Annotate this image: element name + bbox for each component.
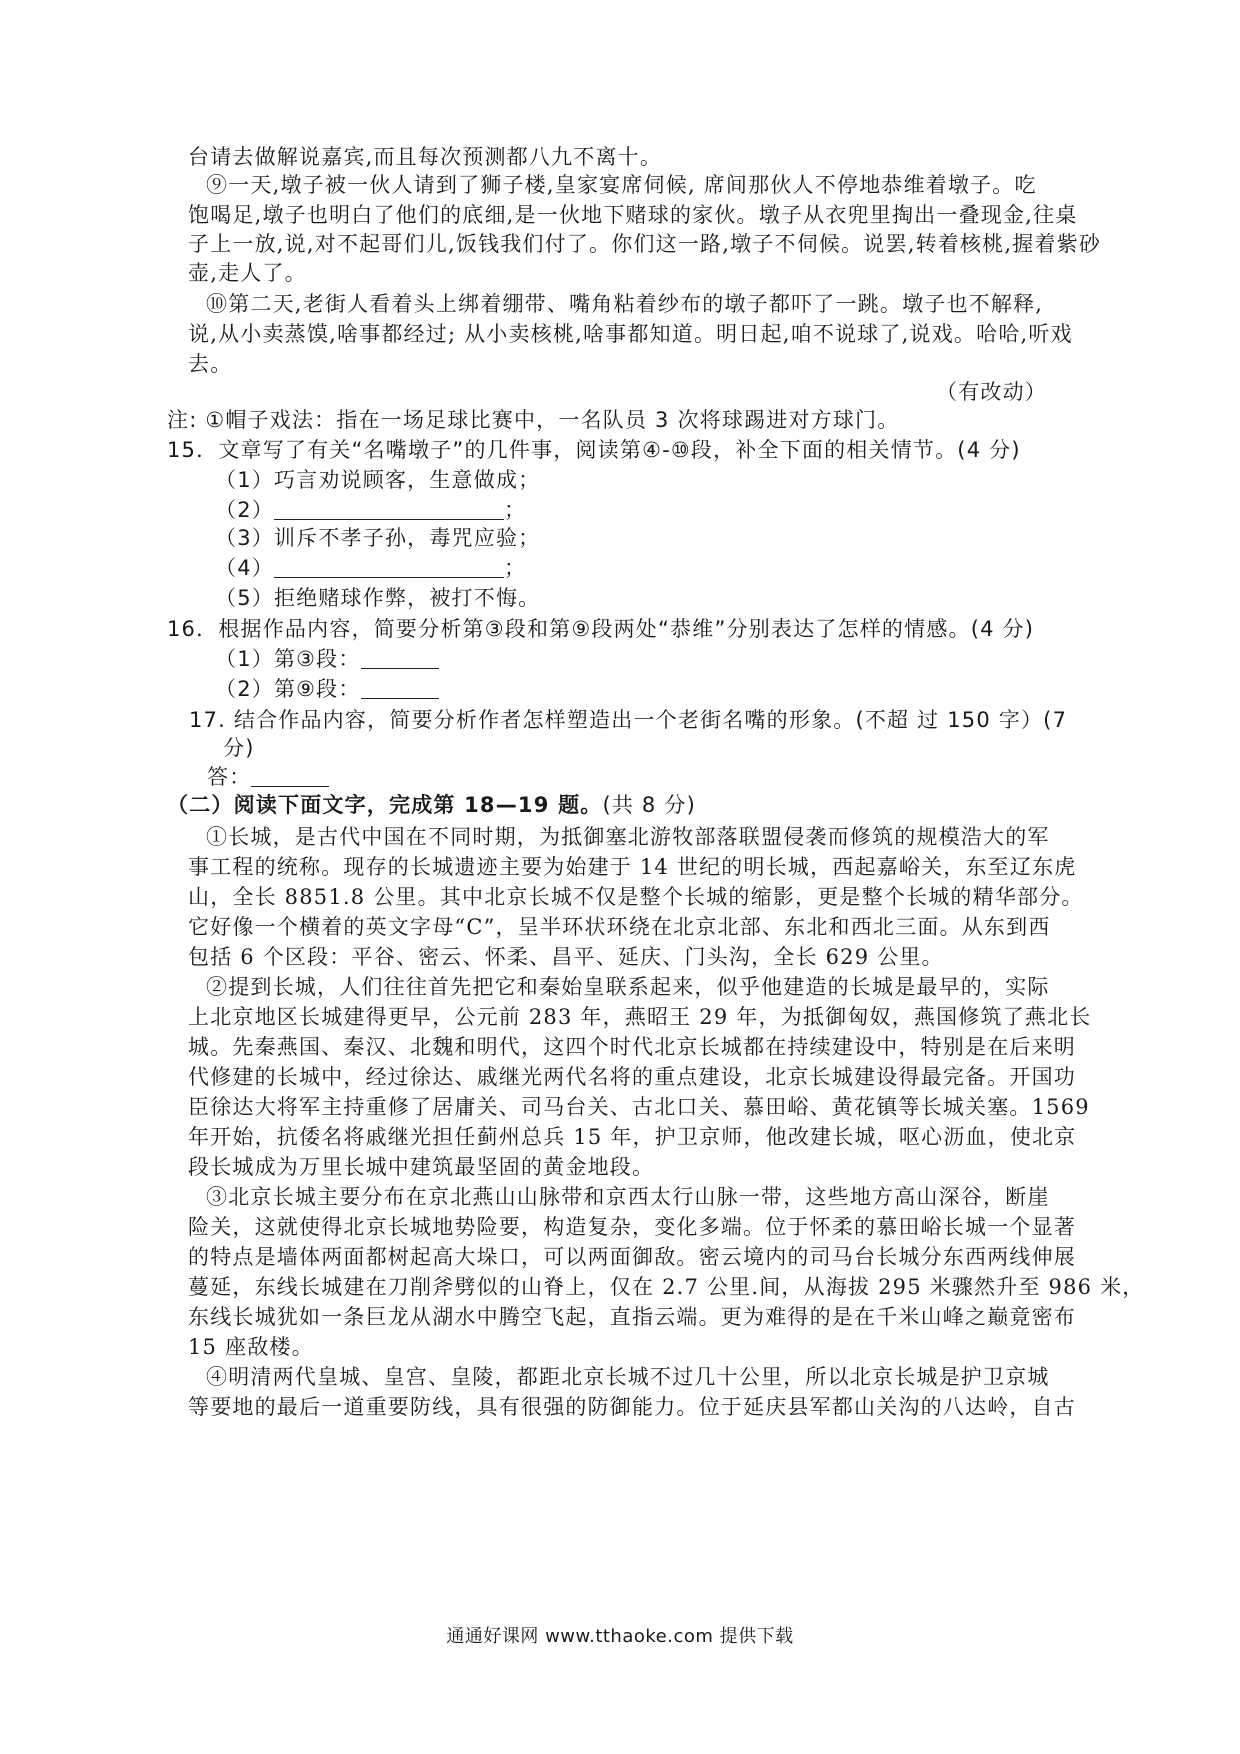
article-line: 年开始，抗倭名将戚继光担任蓟州总兵 15 年，护卫京师，他改建长城，呕心沥血，使北京 xyxy=(188,1125,1077,1149)
article-line: 蔓延，东线长城建在刀削斧劈似的山脊上，仅在 2.7 公里.间，从海拔 295 米骤然升至 986 米， xyxy=(188,1275,1145,1299)
article-line: 代修建的长城中，经过徐达、戚继光两代名将的重点建设，北京长城建设得最完备。开国功 xyxy=(188,1065,1076,1089)
article-line: 上北京地区长城建得更早，公元前 283 年，燕昭王 29 年，为抵御匈奴，燕国修筑了燕北长 xyxy=(188,1005,1092,1029)
story-line: 饱喝足,墩子也明白了他们的底细,是一伙地下赌球的家伙。墩子从衣兜里掏出一叠现金,往桌 xyxy=(188,203,1078,227)
story-line: ⑩第二天,老街人看着头上绑着绷带、嘴角粘着纱布的墩子都吓了一跳。墩子也不解释, xyxy=(206,292,1044,316)
article-line: ④明清两代皇城、皇宫、皇陵，都距北京长城不过几十公里，所以北京长城是护卫京城 xyxy=(206,1365,1050,1389)
question-15-stem: 15．文章写了有关“名嘴墩子”的几件事，阅读第④-⑩段，补全下面的相关情节。(4 分) xyxy=(167,438,1021,462)
article-line: 事工程的统称。现存的长城遗迹主要为始建于 14 世纪的明长城，西起嘉峪关，东至辽东虎 xyxy=(188,855,1077,879)
article-line: ①长城，是古代中国在不同时期，为抵御塞北游牧部落联盟侵袭而修筑的规模浩大的军 xyxy=(206,825,1050,849)
answer-blank[interactable] xyxy=(274,557,504,578)
article-line: 东线长城犹如一条巨龙从湖水中腾空飞起，直指云端。更为难得的是在千米山峰之巅竟密布 xyxy=(188,1305,1076,1329)
question-16-item-1: （1）第③段： xyxy=(215,644,1085,674)
article-line: 城。先秦燕国、秦汉、北魏和明代，这四个时代北京长城都在持续建设中，特别是在后来明 xyxy=(188,1035,1076,1059)
story-line: ⑨一天,墩子被一伙人请到了狮子楼,皇家宴席伺候, 席间那伙人不停地恭维着墩子。吃 xyxy=(206,173,1037,197)
page-footer: 通通好课网 www.tthaoke.com 提供下载 xyxy=(446,1626,794,1647)
article-line: 15 座敌楼。 xyxy=(188,1335,314,1359)
question-15-item-3: （3）训斥不孝子孙，毒咒应验； xyxy=(215,526,541,550)
article-line: 臣徐达大将军主持重修了居庸关、司马台关、古北口关、慕田峪、黄花镇等长城关塞。1569 xyxy=(188,1095,1090,1119)
question-15-item-2: （2） ； xyxy=(215,498,527,522)
story-line: 去。 xyxy=(188,352,233,376)
story-line: 台请去做解说嘉宾,而且每次预测都八九不离十。 xyxy=(188,145,663,169)
question-15-item-5: （5）拒绝赌球作弊，被打不悔。 xyxy=(215,586,541,610)
article-line: ②提到长城，人们往往首先把它和秦始皇联系起来，似乎他建造的长城是最早的，实际 xyxy=(206,975,1050,999)
article-line: 山，全长 8851.8 公里。其中北京长城不仅是整个长城的缩影，更是整个长城的精华部分。 xyxy=(188,885,1084,909)
answer-blank[interactable] xyxy=(361,648,439,669)
question-15-item-1: （1）巧言劝说顾客，生意做成； xyxy=(215,468,541,492)
story-line: 子上一放,说,对不起哥们儿,饭钱我们付了。你们这一路,墩子不伺候。说罢,转着核桃,握着紫砂 xyxy=(188,232,1102,256)
footnote: 注: ①帽子戏法：指在一场足球比赛中，一名队员 3 次将球踢进对方球门。 xyxy=(167,408,900,432)
question-17-stem-cont: 分) xyxy=(223,736,255,760)
question-17-answer: 答： xyxy=(207,762,1077,792)
article-line: ③北京长城主要分布在京北燕山山脉带和京西太行山脉一带，这些地方高山深谷，断崖 xyxy=(206,1185,1050,1209)
story-line: 壶,走人了。 xyxy=(188,261,307,285)
section-2-heading: （二）阅读下面文字，完成第 18—19 题。(共 8 分) xyxy=(167,793,696,817)
article-line: 包括 6 个区段：平谷、密云、怀柔、昌平、延庆、门头沟，全长 629 公里。 xyxy=(188,945,944,969)
answer-blank[interactable] xyxy=(274,499,504,520)
answer-blank[interactable] xyxy=(251,766,329,787)
question-15-item-4: （4） ； xyxy=(215,556,527,580)
question-17-stem: 17. 结合作品内容，简要分析作者怎样塑造出一个老街名嘴的形象。(不超 过 150 字）(7 xyxy=(189,708,1068,732)
article-line: 的特点是墙体两面都树起高大垛口，可以两面御敌。密云境内的司马台长城分东西两线伸展 xyxy=(188,1245,1076,1269)
article-line: 段长城成为万里长城中建筑最坚固的黄金地段。 xyxy=(188,1155,655,1179)
article-line: 等要地的最后一道重要防线，具有很强的防御能力。位于延庆县军都山关沟的八达岭，自古 xyxy=(188,1395,1076,1419)
answer-blank[interactable] xyxy=(361,678,439,699)
article-line: 险关，这就使得北京长城地势险要，构造复杂，变化多端。位于怀柔的慕田峪长城一个显著 xyxy=(188,1215,1076,1239)
question-16-item-2: （2）第⑨段： xyxy=(215,674,1085,704)
story-line: 说,从小卖蒸馍,啥事都经过; 从小卖核桃,啥事都知道。明日起,咱不说球了,说戏。哈哈,听戏 xyxy=(188,322,1073,346)
question-16-stem: 16．根据作品内容，简要分析第③段和第⑨段两处“恭维”分别表达了怎样的情感。(4 分) xyxy=(167,617,1035,641)
article-line: 它好像一个横着的英文字母“C”，呈半环状环绕在北京北部、东北和西北三面。从东到西 xyxy=(188,915,1051,939)
source-note: （有改动） xyxy=(936,380,1047,404)
